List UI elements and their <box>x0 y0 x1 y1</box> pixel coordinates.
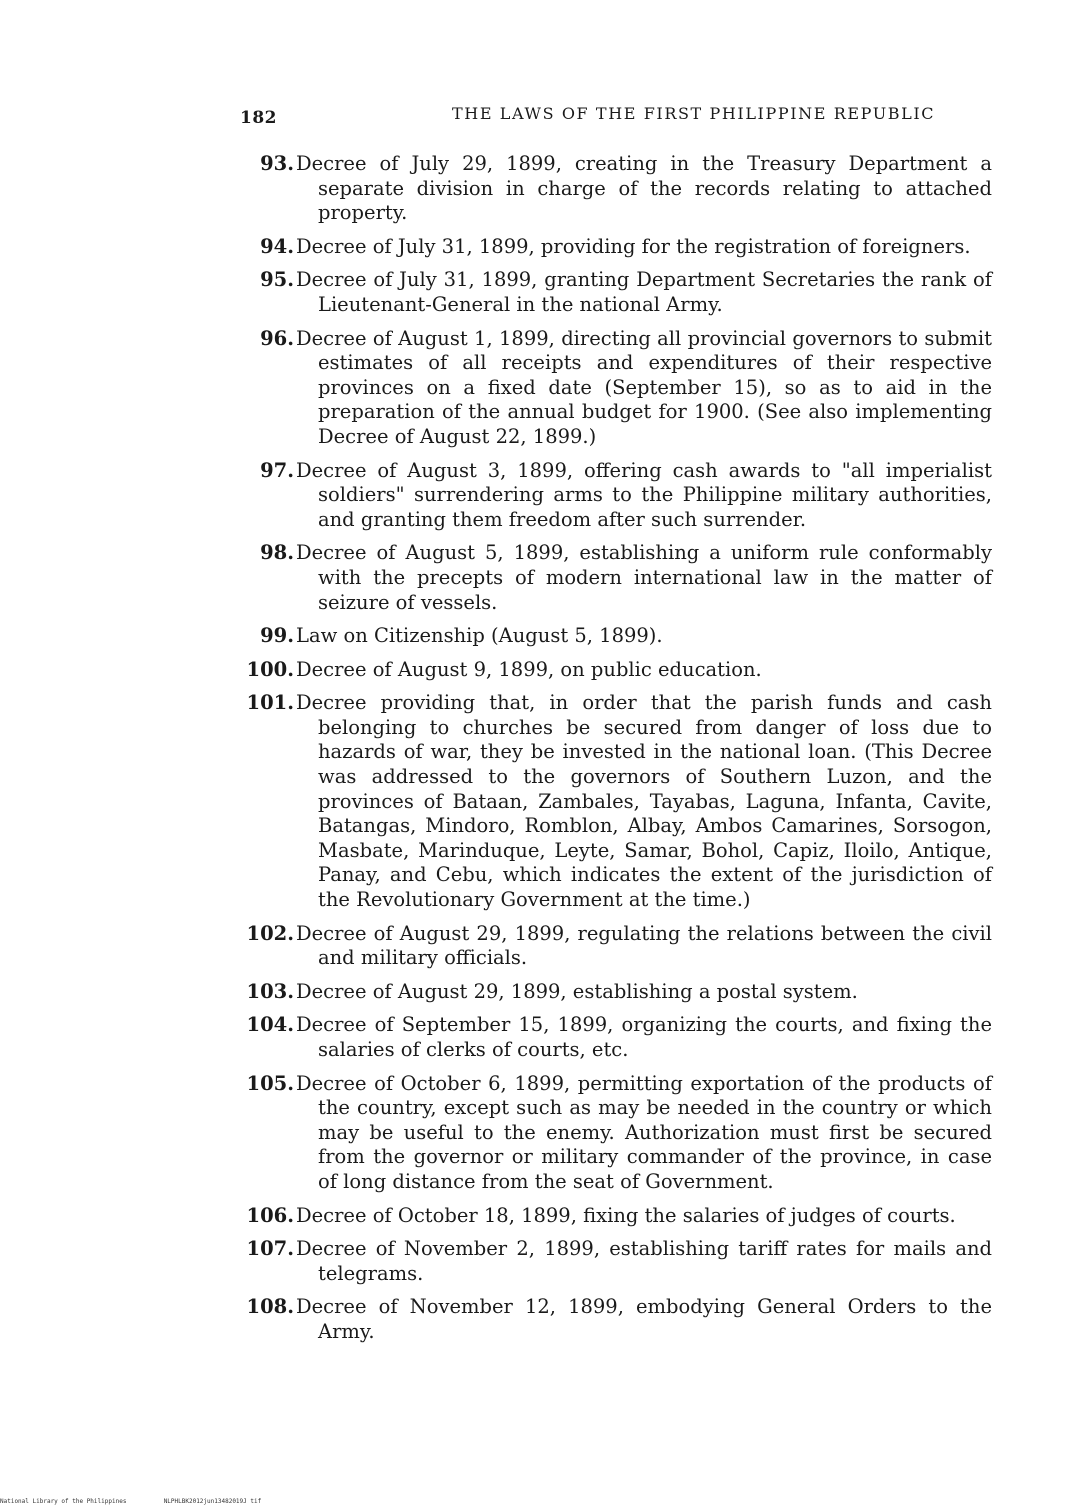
list-item <box>240 1295 992 1344</box>
entry-number: 99. <box>260 624 294 648</box>
scan-id: NLPHLBK2012jun13482019J tif <box>163 1498 262 1505</box>
entry-number: 98. <box>260 541 294 565</box>
entry-number: 105. <box>246 1071 294 1095</box>
entry-text: Decree of July 31, 1899, providing for the registration of foreigners. <box>296 234 971 258</box>
entry-number: 108. <box>246 1295 294 1319</box>
list-item <box>240 152 992 226</box>
running-head: THE LAWS OF THE FIRST PHILIPPINE REPUBLIC <box>452 104 936 123</box>
decree-list <box>240 152 992 1354</box>
entry-text: Decree of August 5, 1899, establishing a uniform rule conformably with the precepts of modern international law in the matter of seizure of vessels. <box>296 541 992 614</box>
scan-credit: National Library of the Philippines <box>0 1498 127 1505</box>
list-item <box>240 658 992 683</box>
entry-text: Decree of October 6, 1899, permitting exportation of the products of the country, except such as may be needed in the country or which may be useful to the enemy. Authorization must first be secured from the governor or military commander of the province, in case of long distance from the seat of Government. <box>296 1071 992 1193</box>
list-item <box>240 235 992 260</box>
entry-number: 94. <box>260 234 294 258</box>
entry-number: 101. <box>246 691 294 715</box>
entry-number: 95. <box>260 268 294 292</box>
scan-footer <box>0 1498 261 1505</box>
entry-number: 102. <box>246 921 294 945</box>
entry-number: 93. <box>260 152 294 175</box>
entry-number: 104. <box>246 1013 294 1037</box>
list-item <box>240 1072 992 1195</box>
entry-text: Decree of September 15, 1899, organizing the courts, and fixing the salaries of clerks of courts, etc. <box>296 1013 992 1061</box>
entry-text: Decree of November 12, 1899, embodying General Orders to the Army. <box>296 1295 992 1343</box>
entry-text: Decree of August 1, 1899, directing all provincial governors to submit estimates of all receipts and expenditures of their respective provinces on a fixed date (September 15), so as to aid in the preparation of the annual budget for 1900. (See also implementing Decree of August 22, 1899.) <box>296 326 992 448</box>
entry-text: Decree of October 18, 1899, fixing the salaries of judges of courts. <box>296 1203 956 1227</box>
entry-text: Decree of July 29, 1899, creating in the Treasury Department a separate division in charge of the records relating to attached property. <box>296 152 992 225</box>
list-item <box>240 1013 992 1062</box>
entry-number: 103. <box>246 979 294 1003</box>
page-number: 182 <box>240 108 277 128</box>
entry-number: 97. <box>260 458 294 482</box>
entry-number: 96. <box>260 326 294 350</box>
list-item <box>240 624 992 649</box>
entry-text: Decree providing that, in order that the parish funds and cash belonging to churches be secured from danger of loss due to hazards of war, they be invested in the national loan. (This Decree was addressed to the governors of Southern Luzon, and the provinces of Bataan, Zambales, Tayabas, Laguna, Infanta, Cavite, Batangas, Mindoro, Romblon, Albay, Ambos Camarines, Sorsogon, Masbate, Marinduque, Leyte, Samar, Bohol, Capiz, Iloilo, Antique, Panay, and Cebu, which indicates the extent of the jurisdiction of the Revolutionary Government at the time.) <box>296 691 992 912</box>
entry-text: Decree of August 29, 1899, regulating the relations between the civil and military officials. <box>296 921 992 970</box>
entry-number: 100. <box>246 657 294 681</box>
entry-text: Decree of July 31, 1899, granting Department Secretaries the rank of Lieutenant-General in the national Army. <box>296 268 992 316</box>
list-item <box>240 691 992 912</box>
entry-text: Law on Citizenship (August 5, 1899). <box>296 624 663 648</box>
entry-number: 107. <box>246 1237 294 1261</box>
entry-number: 106. <box>246 1203 294 1227</box>
entry-text: Decree of August 3, 1899, offering cash awards to "all imperialist soldiers" surrendering arms to the Philippine military authorities, and granting them freedom after such surrender. <box>296 458 992 531</box>
list-item <box>240 1204 992 1229</box>
list-item <box>240 980 992 1005</box>
entry-text: Decree of August 9, 1899, on public education. <box>296 657 762 681</box>
list-item <box>240 541 992 615</box>
list-item <box>240 1237 992 1286</box>
list-item <box>240 922 992 971</box>
list-item <box>240 327 992 450</box>
entry-text: Decree of November 2, 1899, establishing tariff rates for mails and telegrams. <box>296 1237 992 1285</box>
list-item <box>240 459 992 533</box>
entry-text: Decree of August 29, 1899, establishing a postal system. <box>296 979 858 1003</box>
list-item <box>240 268 992 317</box>
